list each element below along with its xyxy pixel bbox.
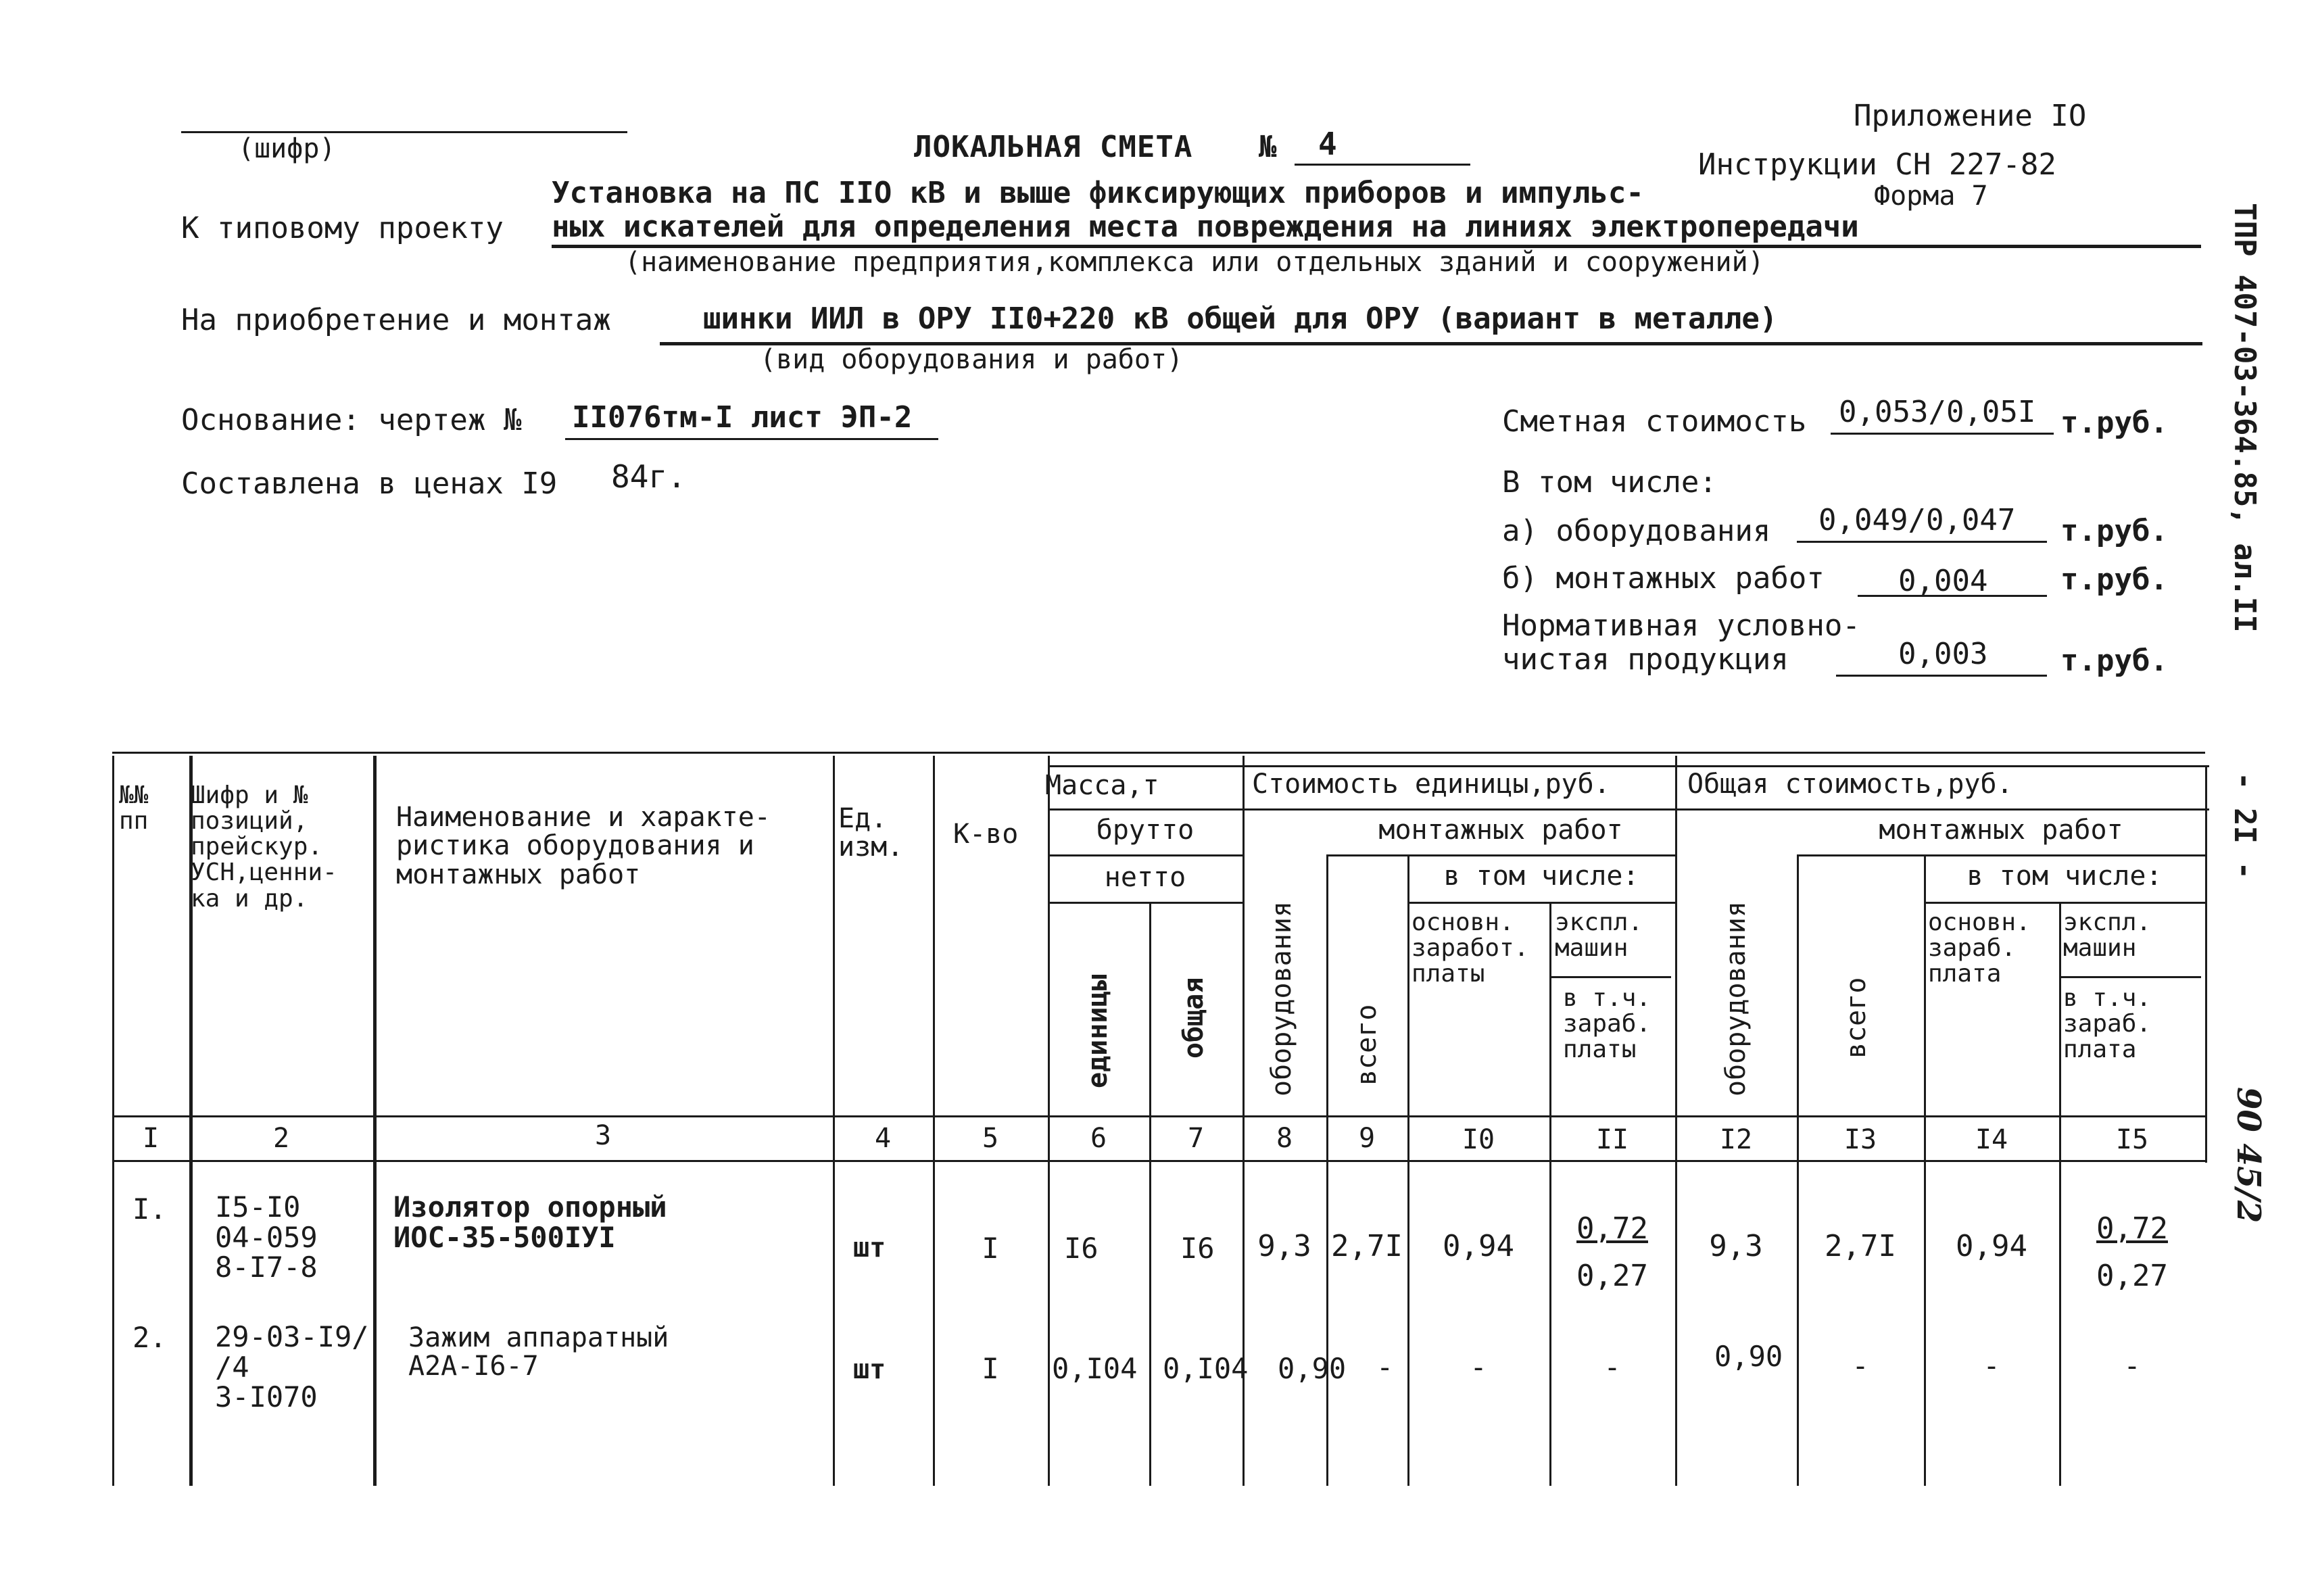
row1-machines-wage-total: 0,27 xyxy=(2096,1259,2168,1293)
project-line-2: ных искателей для определения места повреждения на линиях электропередачи xyxy=(552,210,1859,244)
row1-qty: I xyxy=(982,1232,999,1265)
col-line-10 xyxy=(1549,902,1551,1486)
typical-project-label: К типовому проекту xyxy=(181,211,504,245)
row2-num: 2. xyxy=(132,1321,167,1354)
form-text: Форма 7 xyxy=(1874,180,1988,212)
cipher-caption: (шифр) xyxy=(238,133,336,164)
col-number-6: 6 xyxy=(1090,1123,1107,1154)
estimated-cost-underline xyxy=(1831,433,2054,435)
col-number-12: I2 xyxy=(1719,1124,1753,1155)
side-page-number: - 2I - xyxy=(2227,772,2262,879)
header-unit-equipment: оборудования xyxy=(1266,901,1297,1096)
header-cipher: Шифр и № позиций, прейскур. УСН,ценни- ка и др. xyxy=(191,781,337,913)
row1-cipher: I5-I0 04-059 8-I7-8 xyxy=(215,1190,318,1284)
header-total-installation: монтажных работ xyxy=(1879,815,2123,846)
header-total-machines: экспл. машин xyxy=(2063,909,2152,963)
col-line-3 xyxy=(833,756,835,1486)
header-mass-unit: единицы xyxy=(1082,974,1113,1088)
row1-wage-total: 0,94 xyxy=(1956,1229,2027,1263)
row2-wage-total: - xyxy=(1983,1349,2000,1382)
purchase-label: На приобретение и монтаж xyxy=(181,303,611,337)
table-col-numbers-top xyxy=(112,1115,2205,1117)
installation-cost-label: б) монтажных работ xyxy=(1502,561,1825,596)
row2-machines-unit: - xyxy=(1603,1351,1621,1384)
row2-install-unit: - xyxy=(1376,1351,1394,1384)
col-number-11: II xyxy=(1595,1124,1629,1155)
side-project-code: ТПР 407-03-364.85, ал.II xyxy=(2227,203,2262,633)
header-net: нетто xyxy=(1104,862,1186,893)
col-number-10: I0 xyxy=(1462,1124,1495,1155)
purchase-caption: (вид оборудования и работ) xyxy=(760,344,1184,375)
row2-qty: I xyxy=(982,1352,999,1385)
normative-unit: т.руб. xyxy=(2060,644,2168,678)
header-total-all: всего xyxy=(1841,977,1872,1059)
equipment-cost-unit: т.руб. xyxy=(2060,514,2168,548)
col-number-14: I4 xyxy=(1975,1124,2008,1155)
installation-cost-underline xyxy=(1858,595,2047,597)
estimate-number-underline xyxy=(1295,164,1470,166)
header-unit-basic-wage: основн. заработ. платы xyxy=(1412,909,1529,988)
normative-value: 0,003 xyxy=(1898,637,1988,671)
row1-unit: шт xyxy=(853,1232,886,1263)
equipment-cost-value: 0,049/0,047 xyxy=(1818,503,2016,537)
header-num: №№ пп xyxy=(119,781,149,836)
estimated-cost-label: Сметная стоимость xyxy=(1502,404,1807,439)
row2-name: Зажим аппаратный А2А-I6-7 xyxy=(408,1322,669,1382)
col-line-0 xyxy=(112,756,114,1486)
header-unit: Ед. изм. xyxy=(838,803,904,863)
total-cost-sub-line xyxy=(1675,808,2209,811)
project-caption: (наименование предприятия,комплекса или отдельных зданий и сооружений) xyxy=(625,247,1764,278)
purchase-value: шинки ИИЛ в ОРУ II0+220 кВ общей для ОРУ (вариант в металле) xyxy=(703,301,1778,336)
side-handwritten-note: 90 45/2 xyxy=(2229,1087,2267,1224)
estimate-number: 4 xyxy=(1318,126,1337,162)
col-number-2: 2 xyxy=(272,1123,290,1154)
row1-equip-unit: 9,3 xyxy=(1257,1229,1311,1263)
gross-net-line xyxy=(1048,854,1243,856)
col-number-3: 3 xyxy=(594,1120,612,1151)
row1-num: I. xyxy=(132,1192,167,1226)
col-number-5: 5 xyxy=(982,1123,999,1154)
col-number-13: I3 xyxy=(1843,1124,1877,1155)
col-line-13 xyxy=(1924,854,1926,1486)
prices-year: 84г. xyxy=(611,458,686,495)
appendix-text: Приложение IO xyxy=(1854,99,2087,133)
installation-cost-value: 0,004 xyxy=(1898,564,1988,598)
header-total-incl: в том числе: xyxy=(1967,861,2163,892)
col-number-1: I xyxy=(142,1123,160,1154)
row1-install-total: 2,7I xyxy=(1825,1229,1896,1263)
header-unit-machines-wage: в т.ч. зараб. платы xyxy=(1563,984,1651,1064)
col-number-8: 8 xyxy=(1276,1123,1293,1154)
row1-machines-wage-unit: 0,27 xyxy=(1576,1259,1648,1293)
header-gross: брутто xyxy=(1096,815,1195,846)
header-mass: Масса,т xyxy=(1045,770,1159,801)
table-col-numbers-bottom xyxy=(112,1160,2205,1162)
header-unit-machines: экспл. машин xyxy=(1555,909,1643,963)
col-line-6 xyxy=(1149,902,1151,1486)
col-number-15: I5 xyxy=(2115,1124,2149,1155)
row2-equip-total: 0,90 xyxy=(1714,1340,1783,1373)
row1-wage-unit: 0,94 xyxy=(1443,1229,1514,1263)
col-line-9 xyxy=(1407,854,1409,1486)
header-unit-installation: монтажных работ xyxy=(1378,815,1623,846)
col-line-11 xyxy=(1675,756,1677,1486)
estimated-cost-unit: т.руб. xyxy=(2060,406,2168,440)
net-units-line xyxy=(1048,902,1243,904)
header-mass-total: общая xyxy=(1178,977,1209,1059)
header-total-cost: Общая стоимость,руб. xyxy=(1687,769,2013,800)
normative-underline xyxy=(1836,675,2047,677)
row2-wage-unit: - xyxy=(1470,1351,1487,1384)
installation-cost-unit: т.руб. xyxy=(2060,562,2168,597)
total-machines-sub-line xyxy=(2059,976,2201,978)
document-title: ЛОКАЛЬНАЯ СМЕТА xyxy=(914,130,1193,164)
col-line-12 xyxy=(1797,854,1799,1486)
col-line-15 xyxy=(2205,765,2207,1163)
row2-mass-total: 0,I04 xyxy=(1163,1352,1249,1385)
row2-install-total: - xyxy=(1852,1349,1869,1382)
equipment-cost-underline xyxy=(1797,541,2047,543)
header-total-basic-wage: основн. зараб. плата xyxy=(1928,909,2031,988)
mass-sub-line xyxy=(1048,808,1243,811)
normative-label-1: Нормативная условно- xyxy=(1502,608,1860,643)
col-line-2 xyxy=(373,756,377,1486)
col-line-14 xyxy=(2059,902,2061,1486)
row1-machines-total: 0,72 xyxy=(2096,1211,2168,1246)
row1-machines-unit: 0,72 xyxy=(1576,1211,1648,1246)
col-line-8 xyxy=(1326,854,1328,1486)
row2-cipher: 29-03-I9/ /4 3-I070 xyxy=(215,1320,369,1414)
row1-mass-unit: I6 xyxy=(1064,1232,1099,1265)
header-qty: К-во xyxy=(953,819,1019,850)
header-unit-incl: в том числе: xyxy=(1443,861,1639,892)
number-sign: № xyxy=(1259,130,1277,164)
normative-label-2: чистая продукция xyxy=(1502,642,1789,677)
estimated-cost-value: 0,053/0,05I xyxy=(1839,395,2036,429)
basis-label: Основание: чертеж № xyxy=(181,403,522,437)
basis-value: II076тм-I лист ЭП-2 xyxy=(572,400,913,435)
row1-equip-total: 9,3 xyxy=(1709,1229,1763,1263)
table-header-top xyxy=(1048,765,2209,767)
equipment-cost-label: а) оборудования xyxy=(1502,514,1771,548)
unit-install-sub-line xyxy=(1326,854,1675,856)
instruction-text: Инструкции СН 227-82 xyxy=(1698,147,2056,182)
row1-name: Изолятор опорный ИОС-35-500IУI xyxy=(393,1190,667,1254)
row2-unit: шт xyxy=(853,1354,886,1385)
total-incl-sub-line xyxy=(1924,902,2205,904)
unit-incl-sub-line xyxy=(1407,902,1675,904)
row1-install-unit: 2,7I xyxy=(1331,1229,1403,1263)
header-total-equipment: оборудования xyxy=(1720,901,1752,1096)
prices-label: Составлена в ценах I9 xyxy=(181,466,558,501)
unit-cost-sub-line xyxy=(1243,808,1675,811)
header-unit-cost: Стоимость единицы,руб. xyxy=(1252,769,1610,800)
row1-mass-total: I6 xyxy=(1180,1232,1215,1265)
total-install-sub-line xyxy=(1797,854,2205,856)
col-number-9: 9 xyxy=(1358,1123,1376,1154)
including-label: В том числе: xyxy=(1502,465,1717,500)
row2-mass-unit: 0,I04 xyxy=(1052,1352,1138,1385)
table-top-rule xyxy=(112,752,2205,754)
row2-machines-total: - xyxy=(2123,1349,2141,1382)
row2-equip-unit: 0,90 xyxy=(1278,1352,1347,1385)
col-number-4: 4 xyxy=(874,1123,892,1154)
project-line-1: Установка на ПС IIO кВ и выше фиксирующих приборов и импульс- xyxy=(552,176,1644,210)
unit-machines-sub-line xyxy=(1549,976,1671,978)
header-total-machines-wage: в т.ч. зараб. плата xyxy=(2063,984,2152,1064)
basis-underline xyxy=(565,438,938,440)
col-number-7: 7 xyxy=(1187,1123,1205,1154)
header-name: Наименование и характе- ристика оборудования и монтажных работ xyxy=(396,802,771,890)
header-unit-all: всего xyxy=(1351,1004,1382,1086)
